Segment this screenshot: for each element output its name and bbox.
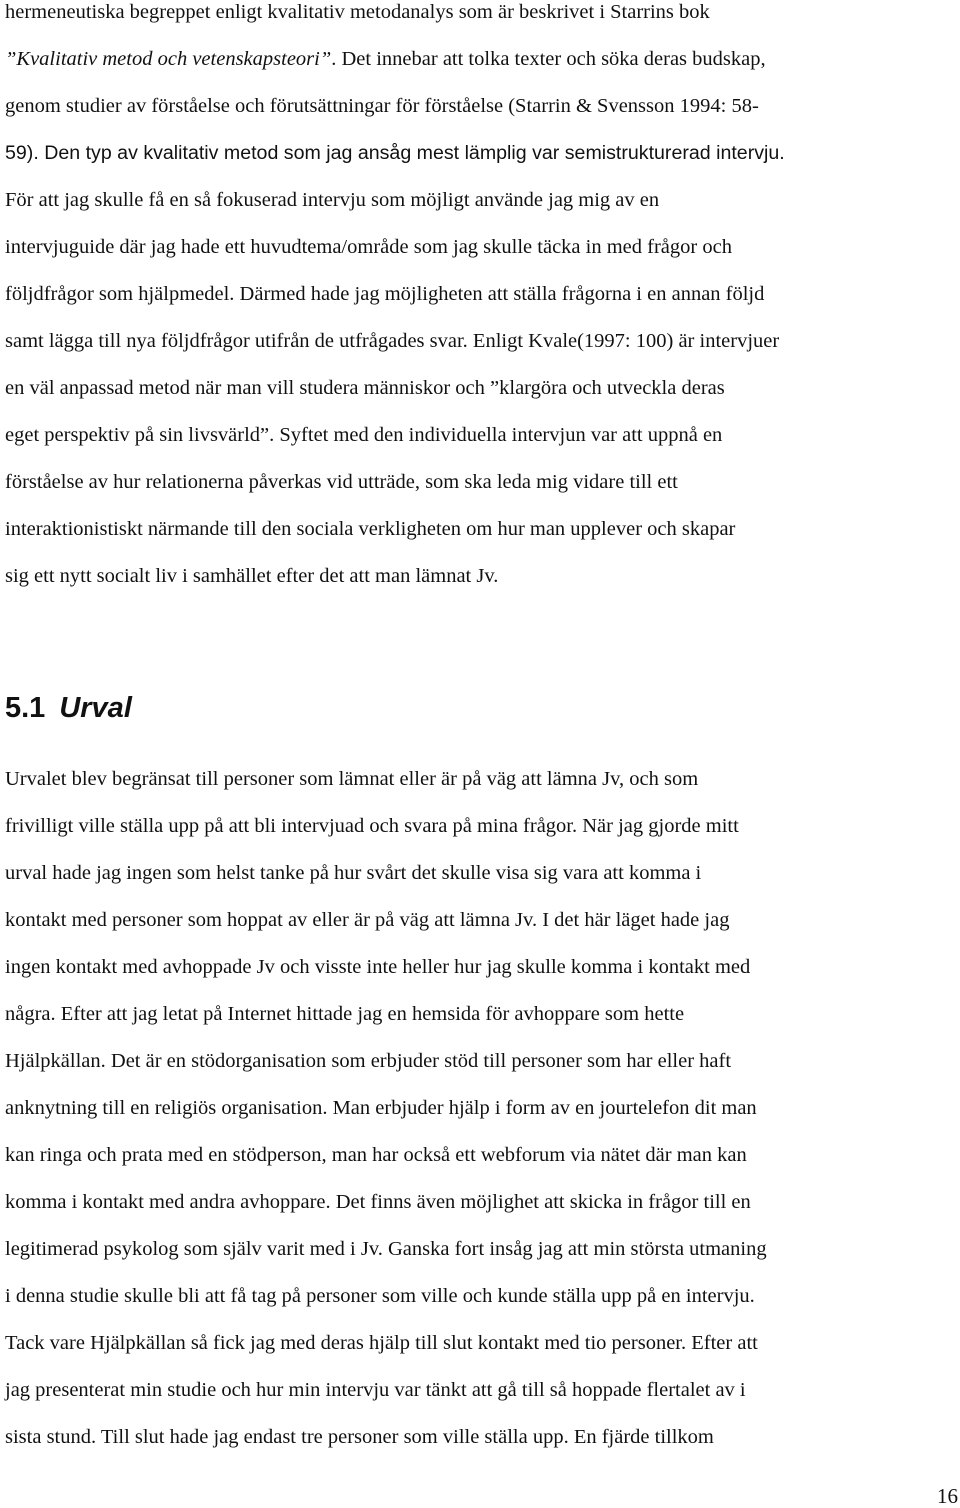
paragraph1-line10: eget perspektiv på sin livsvärld”. Syftet med den individuella intervjun var att uppnå en — [5, 424, 723, 446]
page-number: 16 — [937, 1484, 958, 1508]
paragraph1-line9: en väl anpassad metod när man vill studera människor och ”klargöra och utveckla deras — [5, 377, 725, 399]
paragraph1-line7: följdfrågor som hjälpmedel. Därmed hade jag möjligheten att ställa frågorna i en annan följd — [5, 283, 765, 305]
paragraph2-line13: Tack vare Hjälpkällan så fick jag med deras hjälp till slut kontakt med tio personer. Efter att — [5, 1332, 758, 1354]
paragraph2-line14: jag presenterat min studie och hur min intervju var tänkt att gå till så hoppade flertalet av i — [5, 1379, 746, 1401]
paragraph1-line1: hermeneutiska begreppet enligt kvalitativ metodanalys som är beskrivet i Starrins bok — [5, 1, 710, 23]
paragraph2-line11: legitimerad psykolog som själv varit med i Jv. Ganska fort insåg jag att min största utmaning — [5, 1238, 767, 1260]
section-heading — [5, 690, 132, 726]
paragraph1-line4: 59). Den typ av kvalitativ metod som jag ansåg mest lämplig var semistrukturerad intervju. — [5, 142, 785, 164]
paragraph2-line5: ingen kontakt med avhoppade Jv och visste inte heller hur jag skulle komma i kontakt med — [5, 956, 751, 978]
paragraph2-line1: Urvalet blev begränsat till personer som lämnat eller är på väg att lämna Jv, och som — [5, 768, 699, 790]
paragraph1-line2 — [5, 45, 766, 73]
paragraph2-line10: komma i kontakt med andra avhoppare. Det finns även möjlighet att skicka in frågor till en — [5, 1191, 751, 1213]
book-title-italic: ”Kvalitativ metod och vetenskapsteori” — [5, 48, 332, 70]
paragraph2-line3: urval hade jag ingen som helst tanke på hur svårt det skulle visa sig vara att komma i — [5, 862, 702, 884]
paragraph1-line3: genom studier av förståelse och förutsättningar för förståelse (Starrin & Svensson 1994: 58- — [5, 95, 759, 117]
paragraph2-line7: Hjälpkällan. Det är en stödorganisation som erbjuder stöd till personer som har eller haft — [5, 1050, 732, 1072]
paragraph2-line9: kan ringa och prata med en stödperson, man har också ett webforum via nätet där man kan — [5, 1144, 747, 1166]
paragraph2-line4: kontakt med personer som hoppat av eller är på väg att lämna Jv. I det här läget hade jag — [5, 909, 730, 931]
paragraph2-line6: några. Efter att jag letat på Internet hittade jag en hemsida för avhoppare som hette — [5, 1003, 685, 1025]
paragraph1-line12: interaktionistiskt närmande till den sociala verkligheten om hur man upplever och skapar — [5, 518, 736, 540]
paragraph2-line8: anknytning till en religiös organisation. Man erbjuder hjälp i form av en jourtelefon dit man — [5, 1097, 757, 1119]
paragraph1-line8: samt lägga till nya följdfrågor utifrån de utfrågades svar. Enligt Kvale(1997: 100) är intervjuer — [5, 330, 780, 352]
section-number: 5.1 — [5, 692, 46, 724]
paragraph1-line6: intervjuguide där jag hade ett huvudtema/område som jag skulle täcka in med frågor och — [5, 236, 732, 258]
paragraph2-line15: sista stund. Till slut hade jag endast tre personer som ville ställa upp. En fjärde tillkom — [5, 1426, 714, 1448]
paragraph1-line5: För att jag skulle få en så fokuserad intervju som möjligt använde jag mig av en — [5, 189, 660, 211]
paragraph1-line11: förståelse av hur relationerna påverkas vid utträde, som ska leda mig vidare till ett — [5, 471, 678, 493]
paragraph2-line12: i denna studie skulle bli att få tag på personer som ville och kunde ställa upp på en intervju. — [5, 1285, 755, 1307]
paragraph1-line13: sig ett nytt socialt liv i samhället efter det att man lämnat Jv. — [5, 565, 499, 587]
paragraph2-line2: frivilligt ville ställa upp på att bli intervjuad och svara på mina frågor. När jag gjorde mitt — [5, 815, 739, 837]
paragraph1-line2-rest: . Det innebar att tolka texter och söka deras budskap, — [331, 48, 766, 70]
section-title: Urval — [59, 692, 132, 724]
